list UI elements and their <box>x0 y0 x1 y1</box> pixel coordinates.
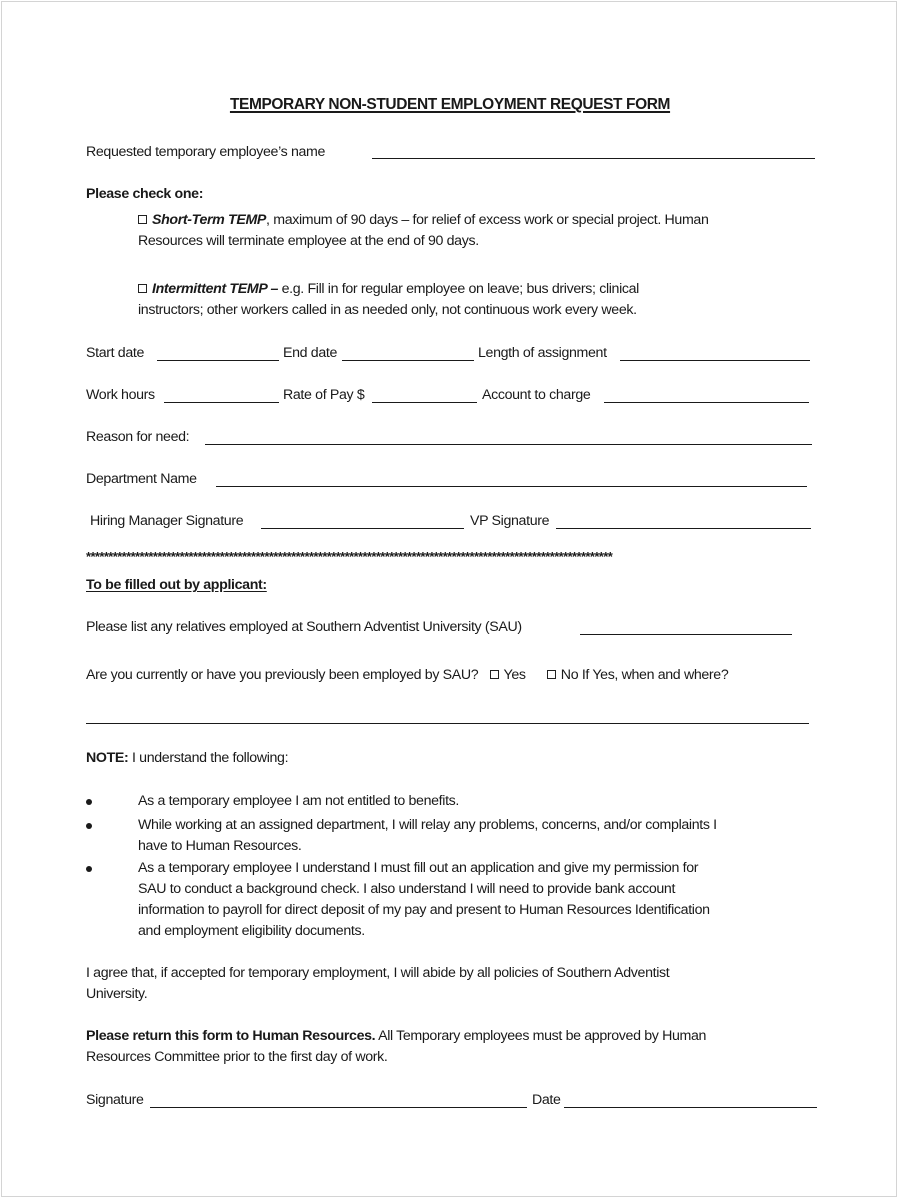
account-to-charge-label: Account to charge <box>482 387 591 403</box>
relatives-field[interactable] <box>580 634 792 635</box>
department-name-field[interactable] <box>216 486 807 487</box>
intermittent-checkbox[interactable] <box>138 284 147 293</box>
return-notice-rest: All Temporary employees must be approved by Human <box>375 1028 707 1044</box>
return-notice-line2: Resources Committee prior to the first day of work. <box>86 1049 388 1065</box>
vp-signature-field[interactable] <box>556 528 811 529</box>
form-title: TEMPORARY NON-STUDENT EMPLOYMENT REQUEST FORM <box>229 96 671 113</box>
rate-of-pay-field[interactable] <box>372 402 477 403</box>
rate-of-pay-label: Rate of Pay $ <box>283 387 365 403</box>
employee-name-label: Requested temporary employee’s name <box>86 144 326 160</box>
length-of-assignment-field[interactable] <box>620 360 810 361</box>
bullet-icon <box>86 799 92 805</box>
yes-checkbox[interactable] <box>490 670 499 679</box>
hiring-manager-signature-field[interactable] <box>261 528 464 529</box>
note-bullet-2-line2: have to Human Resources. <box>138 838 302 854</box>
note-bullet-3-line4: and employment eligibility documents. <box>138 923 365 939</box>
vp-signature-label: VP Signature <box>470 513 550 529</box>
signature-field[interactable] <box>150 1107 527 1108</box>
intermittent-label: Intermittent TEMP – <box>152 281 279 297</box>
no-label: No If Yes, when and where? <box>560 667 729 683</box>
agreement-line1: I agree that, if accepted for temporary employment, I will abide by all policies of Southern Adventist <box>86 965 670 981</box>
asterisk-divider: ********************************************************************************************************************** <box>86 550 613 564</box>
date-field[interactable] <box>564 1107 817 1108</box>
note-bullet-3-line2: SAU to conduct a background check. I also understand I will need to provide bank account <box>138 881 676 897</box>
start-date-field[interactable] <box>157 360 279 361</box>
employee-name-field[interactable] <box>372 158 815 159</box>
reason-for-need-field[interactable] <box>205 444 812 445</box>
end-date-field[interactable] <box>342 360 474 361</box>
note-bullet-3-line1: As a temporary employee I understand I must fill out an application and give my permission for <box>138 860 699 876</box>
short-term-checkbox[interactable] <box>138 215 147 224</box>
signature-label: Signature <box>86 1092 144 1108</box>
short-term-desc-line2: Resources will terminate employee at the end of 90 days. <box>138 233 479 249</box>
when-and-where-field[interactable] <box>86 723 809 724</box>
employed-question-row <box>86 665 728 686</box>
applicant-section-heading: To be filled out by applicant: <box>86 577 267 593</box>
note-text: I understand the following: <box>131 750 289 766</box>
end-date-label: End date <box>283 345 337 361</box>
length-of-assignment-label: Length of assignment <box>478 345 607 361</box>
note-label: NOTE: <box>86 750 129 766</box>
work-hours-label: Work hours <box>86 387 155 403</box>
date-label: Date <box>532 1092 561 1108</box>
option-short-term <box>138 210 709 231</box>
work-hours-field[interactable] <box>164 402 279 403</box>
check-one-heading: Please check one: <box>86 186 204 202</box>
note-bullet-2-line1: While working at an assigned department, I will relay any problems, concerns, and/or complaints I <box>138 817 717 833</box>
note-row <box>86 748 288 769</box>
return-notice-line1 <box>86 1026 706 1047</box>
yes-label: Yes <box>503 667 526 683</box>
no-checkbox[interactable] <box>547 670 556 679</box>
relatives-label: Please list any relatives employed at Southern Adventist University (SAU) <box>86 619 522 635</box>
note-bullet-1: As a temporary employee I am not entitled to benefits. <box>138 793 459 809</box>
department-name-label: Department Name <box>86 471 197 487</box>
return-notice-bold: Please return this form to Human Resources. <box>86 1028 376 1044</box>
document-page <box>1 1 897 1197</box>
short-term-desc: , maximum of 90 days – for relief of excess work or special project. Human <box>266 212 709 228</box>
employed-question-label: Are you currently or have you previously been employed by SAU? <box>86 667 479 683</box>
start-date-label: Start date <box>86 345 145 361</box>
account-to-charge-field[interactable] <box>604 402 809 403</box>
reason-for-need-label: Reason for need: <box>86 429 190 445</box>
bullet-icon <box>86 866 92 872</box>
note-bullet-3-line3: information to payroll for direct deposit of my pay and present to Human Resources Identification <box>138 902 710 918</box>
hiring-manager-signature-label: Hiring Manager Signature <box>90 513 244 529</box>
short-term-label: Short-Term TEMP <box>152 212 267 228</box>
option-intermittent <box>138 279 639 300</box>
agreement-line2: University. <box>86 986 148 1002</box>
bullet-icon <box>86 823 92 829</box>
intermittent-desc-line2: instructors; other workers called in as needed only, not continuous work every week. <box>138 302 637 318</box>
intermittent-desc: e.g. Fill in for regular employee on leave; bus drivers; clinical <box>278 281 639 297</box>
